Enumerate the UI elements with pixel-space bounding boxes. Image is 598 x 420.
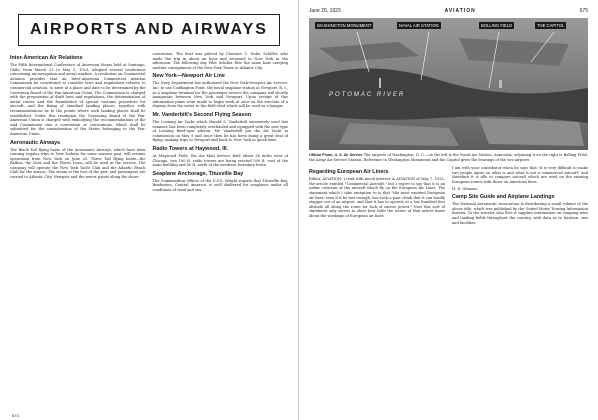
section-title: AIRPORTS AND AIRWAYS bbox=[30, 21, 268, 38]
article-body: The Fifth International Conference of American States held at Santiago, Chile, from March 25 to May 3, 1923, adopted several resolutions concerning air navigation and aerial warfare. A resolution on Commercial Aviation provides that an Inter-American Commercial Aviation Commission be constituted to consider laws and regulations relative to commercial aviation, to meet at a place and date to be determined by the Governing Board of the Pan-American Union. The Commission is charged with the preparation of draft laws and regulations, the determination of aerial routes and the formulation of special customs procedure for aircraft, and the fixing of standard landing places, together with recommendations as to the points where such landing places shall be established. Under this resolution the Governing Board of the Pan-American Union is charged with embodying the recommendations of the said Commission into a convention or conventions, which shall be submitted for the consideration of the States belonging to the Pan-American Union. bbox=[10, 63, 146, 136]
running-page-number: 675 bbox=[579, 8, 588, 14]
article-body: The Loening Air Yacht which Harold S. Vanderbilt extensively used last summer, has been completely overhauled and equipped with the new type of Loening fixed-spar aileron. Mr. Vanderbilt put the Air Yacht in commission on May 9 and since then he has been doing a great deal of flying, making trips to Newport and back to New York in quick time. bbox=[152, 119, 288, 143]
article-heading: Camp Site Guide and Airplane Landings bbox=[452, 194, 555, 201]
caption-text: The airports of Washington, D. C.—on the left is the Naval Air Station, Anacostia; adjoining it on the right is Bolling Field, the Army Air Service Station. Reference to Washington Monument and the Capitol gives the bearings of the two airports bbox=[309, 153, 588, 162]
article-heading: New York—Newport Air Line bbox=[152, 73, 225, 80]
left-columns bbox=[10, 52, 288, 194]
letter-signature: H. R. Gilmour bbox=[452, 186, 478, 191]
label-capitol: THE CAPITOL bbox=[537, 23, 565, 28]
label-bolling-field: BOLLING FIELD bbox=[481, 23, 513, 28]
magazine-name: AVIATION bbox=[444, 8, 476, 14]
article-heading: Mr. Vanderbilt's Second Flying Season bbox=[152, 111, 252, 118]
label-naval-station: NAVAL AIR STATION bbox=[399, 23, 439, 28]
article-heading: Aeronautic Airways bbox=[10, 139, 61, 146]
caption-credit: Official Photo, U. S. Air Service bbox=[309, 153, 363, 157]
right-page bbox=[299, 0, 598, 420]
article-heading: Seaplane Anchorage, Titusville Bay bbox=[152, 170, 244, 177]
article-body: Editor, AVIATION: I read with much interest in AVIATION of May 7, 1923, the article entitled "Commercial Aircraft," but I regret to say that it is an unfair criticism of the aircraft which fly on the European Air Lines. The statement which I take exception to is that "the most vaunted European air liner, even if it be fast enough, has such a poor climb that it can hardly stagger out of an airport, and that it has to operate at a low hundred feet altitude all along the route for lack of excess power." Now this sort of statement only serves to show how little the writer of that article knew about the workings of European air lines. bbox=[309, 177, 445, 218]
running-head bbox=[309, 8, 588, 14]
article-heading: Regarding European Air Liners bbox=[309, 169, 389, 176]
article-heading: Radio Towers at Haywood, Ill. bbox=[152, 145, 229, 152]
article-body: The Black Tail flying boats of the Aeronautic Airways, which have been running regular trips to New Yorkers for some seasons past, will resume operations from New York on June 25. Three Tail flying boats—the Balboa, the Nola and the Flores Leon—will be used in the service. The company will operate the New York Yacht Club and the Atlantic Beach Club for the season. The steam at the foot of the pier, and passengers are carried to Atlantic City, Newport and the resort points along the shore. bbox=[10, 147, 146, 180]
issue-date: June 20, 1923 bbox=[309, 8, 341, 14]
right-column-1 bbox=[309, 166, 445, 227]
right-column-2 bbox=[452, 166, 588, 227]
article-body: The Commanding Officer of the U.S.S. Wright reports that Titusville Bay, Bradenton, Central America, is well sheltered for seaplanes under all conditions of wind and sea. bbox=[152, 178, 288, 192]
article-heading: Inter-American Air Relations bbox=[10, 55, 83, 61]
label-river: POTOMAC RIVER bbox=[329, 92, 406, 98]
aerial-photo-graphic bbox=[309, 18, 588, 150]
right-columns bbox=[309, 166, 588, 227]
article-body: I am with your contributor when he says that "it is very difficult to make two people agree on what is and what is not a commercial aircraft" and therefore it is idle to compare aircraft which are used on the existing European routes with those on American lines. bbox=[452, 166, 588, 184]
section-banner bbox=[18, 14, 280, 46]
left-column-2 bbox=[153, 52, 289, 194]
article-body: The National Aeronautic Association is distributing a small volume of the above title, which was published by the United Motor Touring Information Bureau. To the traveler who flies it supplies information on camping sites and landing fields throughout the country, with data as to location, size and facilities. bbox=[452, 202, 588, 225]
article-body: convention. The boat was piloted by Clarence C. Duke, Schiller, who made the trip in about an hour and returned to New York in the afternoon. The following day Pilot Schiller flew the same boat carrying another consignment of the New York Times to Atlantic City. bbox=[152, 52, 288, 70]
left-column-1 bbox=[10, 52, 146, 194]
label-monument: WASHINGTON MONUMENT bbox=[317, 23, 372, 28]
page-number: 674 bbox=[12, 413, 19, 418]
aerial-photo bbox=[309, 18, 588, 150]
article-body: The Navy Department has authorized the New York-Newport Air Service, Inc. to use Coddington Point, the naval seaplane station at Newport, R. I., as a seaplane terminal for the passenger service the company will shortly inaugurate between New York and Newport. Upon receipt of this information plans were made to begin work at once on the erection of a slipway from the water to the field shed which will be used as a hangar. bbox=[152, 81, 288, 109]
article-body: At Maywood Field, the Air Mail Service field about 24 miles west of Chicago, two 100 ft. radio towers are being erected 500 ft. east of the main building and 60 ft. north of the southern boundary fence. bbox=[152, 153, 288, 168]
photo-caption bbox=[309, 153, 588, 162]
